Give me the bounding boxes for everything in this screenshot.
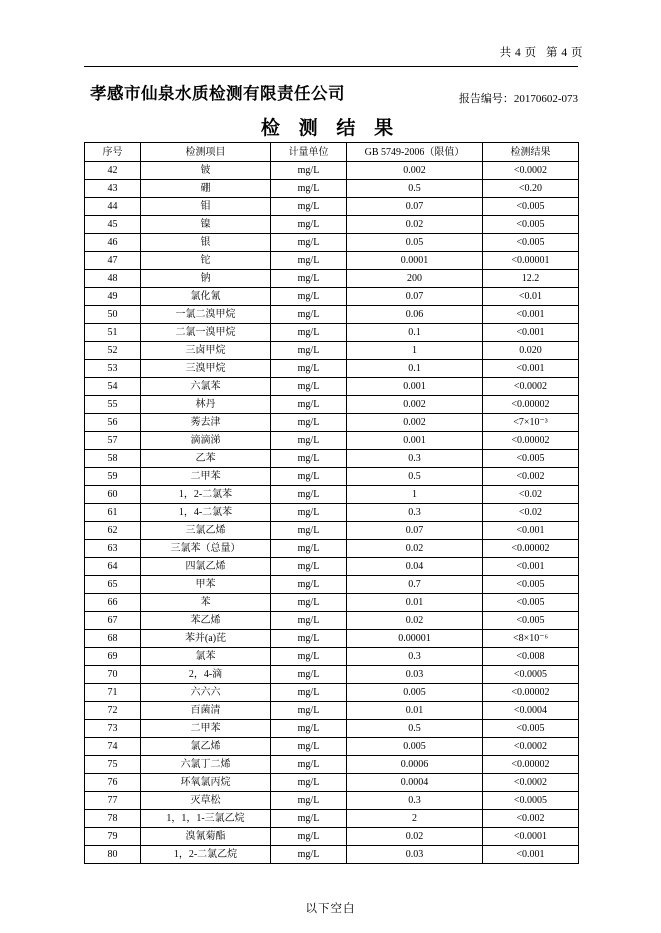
cell-unit: mg/L	[271, 810, 347, 828]
cell-no: 46	[85, 234, 141, 252]
cell-no: 60	[85, 486, 141, 504]
cell-unit: mg/L	[271, 432, 347, 450]
cell-unit: mg/L	[271, 342, 347, 360]
cell-limit: 200	[347, 270, 483, 288]
cell-item: 钼	[141, 198, 271, 216]
cell-result: <0.00002	[483, 432, 579, 450]
cell-item: 钠	[141, 270, 271, 288]
company-row	[84, 80, 578, 108]
cell-unit: mg/L	[271, 756, 347, 774]
cell-no: 78	[85, 810, 141, 828]
cell-unit: mg/L	[271, 648, 347, 666]
cell-unit: mg/L	[271, 684, 347, 702]
column-header-limit: GB 5749-2006（限值）	[347, 143, 483, 162]
table-row	[85, 234, 579, 252]
cell-item: 铍	[141, 162, 271, 180]
table-row	[85, 540, 579, 558]
cell-result: <0.001	[483, 360, 579, 378]
cell-limit: 0.07	[347, 198, 483, 216]
cell-item: 2，4-滴	[141, 666, 271, 684]
cell-item: 苯乙烯	[141, 612, 271, 630]
cell-no: 66	[85, 594, 141, 612]
cell-unit: mg/L	[271, 252, 347, 270]
cell-unit: mg/L	[271, 594, 347, 612]
cell-no: 71	[85, 684, 141, 702]
cell-no: 74	[85, 738, 141, 756]
cell-no: 77	[85, 792, 141, 810]
cell-no: 65	[85, 576, 141, 594]
cell-no: 47	[85, 252, 141, 270]
table-row	[85, 504, 579, 522]
cell-item: 三氯乙烯	[141, 522, 271, 540]
cell-item: 一氯二溴甲烷	[141, 306, 271, 324]
table-row	[85, 450, 579, 468]
cell-no: 70	[85, 666, 141, 684]
cell-limit: 0.02	[347, 216, 483, 234]
cell-item: 百菌清	[141, 702, 271, 720]
cell-unit: mg/L	[271, 450, 347, 468]
cell-no: 49	[85, 288, 141, 306]
table-row	[85, 792, 579, 810]
table-row	[85, 342, 579, 360]
cell-result: <0.00001	[483, 252, 579, 270]
cell-result: <0.02	[483, 504, 579, 522]
page-title: 检 测 结 果	[260, 118, 401, 139]
cell-limit: 0.0006	[347, 756, 483, 774]
cell-unit: mg/L	[271, 774, 347, 792]
table-row	[85, 162, 579, 180]
cell-limit: 0.3	[347, 504, 483, 522]
cell-limit: 0.0004	[347, 774, 483, 792]
cell-item: 三氯苯（总量）	[141, 540, 271, 558]
table-row	[85, 414, 579, 432]
table-row	[85, 216, 579, 234]
cell-limit: 0.3	[347, 792, 483, 810]
cell-unit: mg/L	[271, 702, 347, 720]
column-header-item: 检测项目	[141, 143, 271, 162]
cell-result: <0.0002	[483, 738, 579, 756]
cell-limit: 0.5	[347, 720, 483, 738]
cell-unit: mg/L	[271, 360, 347, 378]
table-row	[85, 828, 579, 846]
table-row	[85, 648, 579, 666]
cell-limit: 0.06	[347, 306, 483, 324]
cell-no: 51	[85, 324, 141, 342]
cell-limit: 0.07	[347, 288, 483, 306]
page-current: 第 4 页	[546, 47, 583, 59]
cell-limit: 0.005	[347, 684, 483, 702]
cell-limit: 0.7	[347, 576, 483, 594]
cell-result: <0.001	[483, 846, 579, 864]
cell-no: 64	[85, 558, 141, 576]
cell-limit: 2	[347, 810, 483, 828]
cell-limit: 0.002	[347, 396, 483, 414]
table-row	[85, 306, 579, 324]
cell-result: <0.001	[483, 324, 579, 342]
cell-result: <0.0002	[483, 378, 579, 396]
cell-unit: mg/L	[271, 414, 347, 432]
cell-result: <0.001	[483, 522, 579, 540]
cell-item: 滴滴涕	[141, 432, 271, 450]
cell-limit: 1	[347, 342, 483, 360]
table-row	[85, 612, 579, 630]
cell-limit: 0.04	[347, 558, 483, 576]
cell-limit: 0.1	[347, 324, 483, 342]
results-table	[84, 142, 579, 864]
cell-no: 73	[85, 720, 141, 738]
cell-unit: mg/L	[271, 504, 347, 522]
cell-unit: mg/L	[271, 612, 347, 630]
cell-no: 75	[85, 756, 141, 774]
table-row	[85, 738, 579, 756]
cell-no: 69	[85, 648, 141, 666]
cell-no: 45	[85, 216, 141, 234]
cell-result: <7×10⁻³	[483, 414, 579, 432]
table-row	[85, 756, 579, 774]
cell-limit: 0.3	[347, 450, 483, 468]
cell-result: <0.0004	[483, 702, 579, 720]
cell-unit: mg/L	[271, 738, 347, 756]
table-row	[85, 630, 579, 648]
table-row	[85, 270, 579, 288]
table-row	[85, 378, 579, 396]
cell-no: 72	[85, 702, 141, 720]
cell-no: 61	[85, 504, 141, 522]
cell-unit: mg/L	[271, 792, 347, 810]
company-name: 孝感市仙泉水质检测有限责任公司	[90, 84, 345, 103]
cell-result: <0.005	[483, 234, 579, 252]
cell-item: 氯化氰	[141, 288, 271, 306]
cell-result: <0.0005	[483, 666, 579, 684]
cell-item: 苯并(a)芘	[141, 630, 271, 648]
column-header-no: 序号	[85, 143, 141, 162]
cell-unit: mg/L	[271, 378, 347, 396]
table-row	[85, 666, 579, 684]
cell-result: <0.0005	[483, 792, 579, 810]
column-header-result: 检测结果	[483, 143, 579, 162]
cell-result: <0.02	[483, 486, 579, 504]
header-divider	[84, 66, 578, 67]
table-row	[85, 396, 579, 414]
cell-unit: mg/L	[271, 396, 347, 414]
cell-item: 氯乙烯	[141, 738, 271, 756]
table-row	[85, 288, 579, 306]
cell-result: 0.020	[483, 342, 579, 360]
cell-limit: 0.03	[347, 666, 483, 684]
cell-limit: 0.3	[347, 648, 483, 666]
cell-result: <8×10⁻⁶	[483, 630, 579, 648]
cell-item: 氯苯	[141, 648, 271, 666]
table-row	[85, 468, 579, 486]
cell-item: 二甲苯	[141, 720, 271, 738]
cell-unit: mg/L	[271, 468, 347, 486]
cell-item: 苯	[141, 594, 271, 612]
cell-no: 48	[85, 270, 141, 288]
table-row	[85, 198, 579, 216]
report-number: 报告编号：20170602-073	[458, 93, 578, 105]
cell-limit: 0.005	[347, 738, 483, 756]
cell-no: 67	[85, 612, 141, 630]
cell-unit: mg/L	[271, 198, 347, 216]
cell-result: <0.20	[483, 180, 579, 198]
cell-item: 1，2-二氯乙烷	[141, 846, 271, 864]
table-row	[85, 522, 579, 540]
cell-no: 56	[85, 414, 141, 432]
table-row	[85, 576, 579, 594]
cell-no: 54	[85, 378, 141, 396]
cell-unit: mg/L	[271, 558, 347, 576]
cell-item: 二甲苯	[141, 468, 271, 486]
cell-result: <0.005	[483, 216, 579, 234]
cell-limit: 0.002	[347, 162, 483, 180]
cell-no: 43	[85, 180, 141, 198]
cell-unit: mg/L	[271, 306, 347, 324]
cell-result: <0.005	[483, 612, 579, 630]
column-header-unit: 计量单位	[271, 143, 347, 162]
cell-item: 1，2-二氯苯	[141, 486, 271, 504]
cell-item: 莠去津	[141, 414, 271, 432]
table-row	[85, 252, 579, 270]
cell-limit: 0.01	[347, 702, 483, 720]
table-row	[85, 432, 579, 450]
cell-unit: mg/L	[271, 828, 347, 846]
cell-result: <0.01	[483, 288, 579, 306]
cell-result: <0.005	[483, 576, 579, 594]
cell-result: <0.001	[483, 558, 579, 576]
cell-limit: 0.5	[347, 180, 483, 198]
cell-unit: mg/L	[271, 180, 347, 198]
cell-result: <0.0001	[483, 828, 579, 846]
page-indicator	[494, 44, 583, 60]
cell-no: 58	[85, 450, 141, 468]
table-row	[85, 558, 579, 576]
cell-unit: mg/L	[271, 324, 347, 342]
cell-item: 四氯乙烯	[141, 558, 271, 576]
cell-result: 12.2	[483, 270, 579, 288]
cell-unit: mg/L	[271, 846, 347, 864]
cell-item: 镍	[141, 216, 271, 234]
cell-result: <0.00002	[483, 396, 579, 414]
cell-limit: 1	[347, 486, 483, 504]
cell-unit: mg/L	[271, 522, 347, 540]
table-row	[85, 486, 579, 504]
cell-result: <0.005	[483, 594, 579, 612]
cell-result: <0.008	[483, 648, 579, 666]
table-row	[85, 810, 579, 828]
cell-no: 55	[85, 396, 141, 414]
table-row	[85, 360, 579, 378]
cell-limit: 0.01	[347, 594, 483, 612]
cell-limit: 0.001	[347, 378, 483, 396]
cell-item: 乙苯	[141, 450, 271, 468]
cell-limit: 0.1	[347, 360, 483, 378]
cell-item: 溴氰菊酯	[141, 828, 271, 846]
table-row	[85, 684, 579, 702]
cell-no: 80	[85, 846, 141, 864]
cell-item: 林丹	[141, 396, 271, 414]
cell-unit: mg/L	[271, 486, 347, 504]
table-row	[85, 594, 579, 612]
cell-result: <0.0002	[483, 774, 579, 792]
table-row	[85, 720, 579, 738]
footer-note: 以下空白	[305, 903, 356, 915]
cell-no: 53	[85, 360, 141, 378]
cell-item: 铊	[141, 252, 271, 270]
cell-result: <0.002	[483, 810, 579, 828]
cell-unit: mg/L	[271, 576, 347, 594]
cell-no: 63	[85, 540, 141, 558]
cell-item: 1，1，1-三氯乙烷	[141, 810, 271, 828]
cell-unit: mg/L	[271, 270, 347, 288]
cell-item: 灭草松	[141, 792, 271, 810]
cell-unit: mg/L	[271, 216, 347, 234]
cell-unit: mg/L	[271, 540, 347, 558]
cell-item: 二氯一溴甲烷	[141, 324, 271, 342]
cell-result: <0.00002	[483, 540, 579, 558]
cell-result: <0.005	[483, 720, 579, 738]
cell-result: <0.00002	[483, 756, 579, 774]
table-row	[85, 180, 579, 198]
cell-unit: mg/L	[271, 720, 347, 738]
cell-result: <0.002	[483, 468, 579, 486]
cell-limit: 0.001	[347, 432, 483, 450]
table-row	[85, 846, 579, 864]
cell-item: 1，4-二氯苯	[141, 504, 271, 522]
table-row	[85, 702, 579, 720]
cell-unit: mg/L	[271, 162, 347, 180]
cell-item: 环氧氯丙烷	[141, 774, 271, 792]
cell-unit: mg/L	[271, 288, 347, 306]
cell-no: 76	[85, 774, 141, 792]
cell-item: 甲苯	[141, 576, 271, 594]
cell-unit: mg/L	[271, 234, 347, 252]
cell-item: 硼	[141, 180, 271, 198]
cell-unit: mg/L	[271, 630, 347, 648]
cell-result: <0.005	[483, 198, 579, 216]
cell-limit: 0.02	[347, 540, 483, 558]
cell-no: 52	[85, 342, 141, 360]
cell-item: 六六六	[141, 684, 271, 702]
cell-no: 68	[85, 630, 141, 648]
table-body	[85, 162, 579, 864]
cell-limit: 0.5	[347, 468, 483, 486]
table-row	[85, 324, 579, 342]
cell-result: <0.005	[483, 450, 579, 468]
cell-limit: 0.07	[347, 522, 483, 540]
cell-no: 59	[85, 468, 141, 486]
cell-item: 三溴甲烷	[141, 360, 271, 378]
cell-item: 银	[141, 234, 271, 252]
cell-result: <0.001	[483, 306, 579, 324]
cell-no: 42	[85, 162, 141, 180]
cell-item: 六氯苯	[141, 378, 271, 396]
cell-no: 57	[85, 432, 141, 450]
cell-limit: 0.0001	[347, 252, 483, 270]
table-row	[85, 774, 579, 792]
cell-no: 44	[85, 198, 141, 216]
cell-result: <0.0002	[483, 162, 579, 180]
cell-result: <0.00002	[483, 684, 579, 702]
cell-item: 三卤甲烷	[141, 342, 271, 360]
cell-unit: mg/L	[271, 666, 347, 684]
cell-limit: 0.00001	[347, 630, 483, 648]
cell-no: 62	[85, 522, 141, 540]
table-header-row	[85, 143, 579, 162]
cell-no: 79	[85, 828, 141, 846]
cell-limit: 0.02	[347, 828, 483, 846]
cell-limit: 0.02	[347, 612, 483, 630]
cell-item: 六氯丁二烯	[141, 756, 271, 774]
page-total: 共 4 页	[499, 47, 537, 59]
cell-limit: 0.03	[347, 846, 483, 864]
cell-no: 50	[85, 306, 141, 324]
cell-limit: 0.002	[347, 414, 483, 432]
cell-limit: 0.05	[347, 234, 483, 252]
